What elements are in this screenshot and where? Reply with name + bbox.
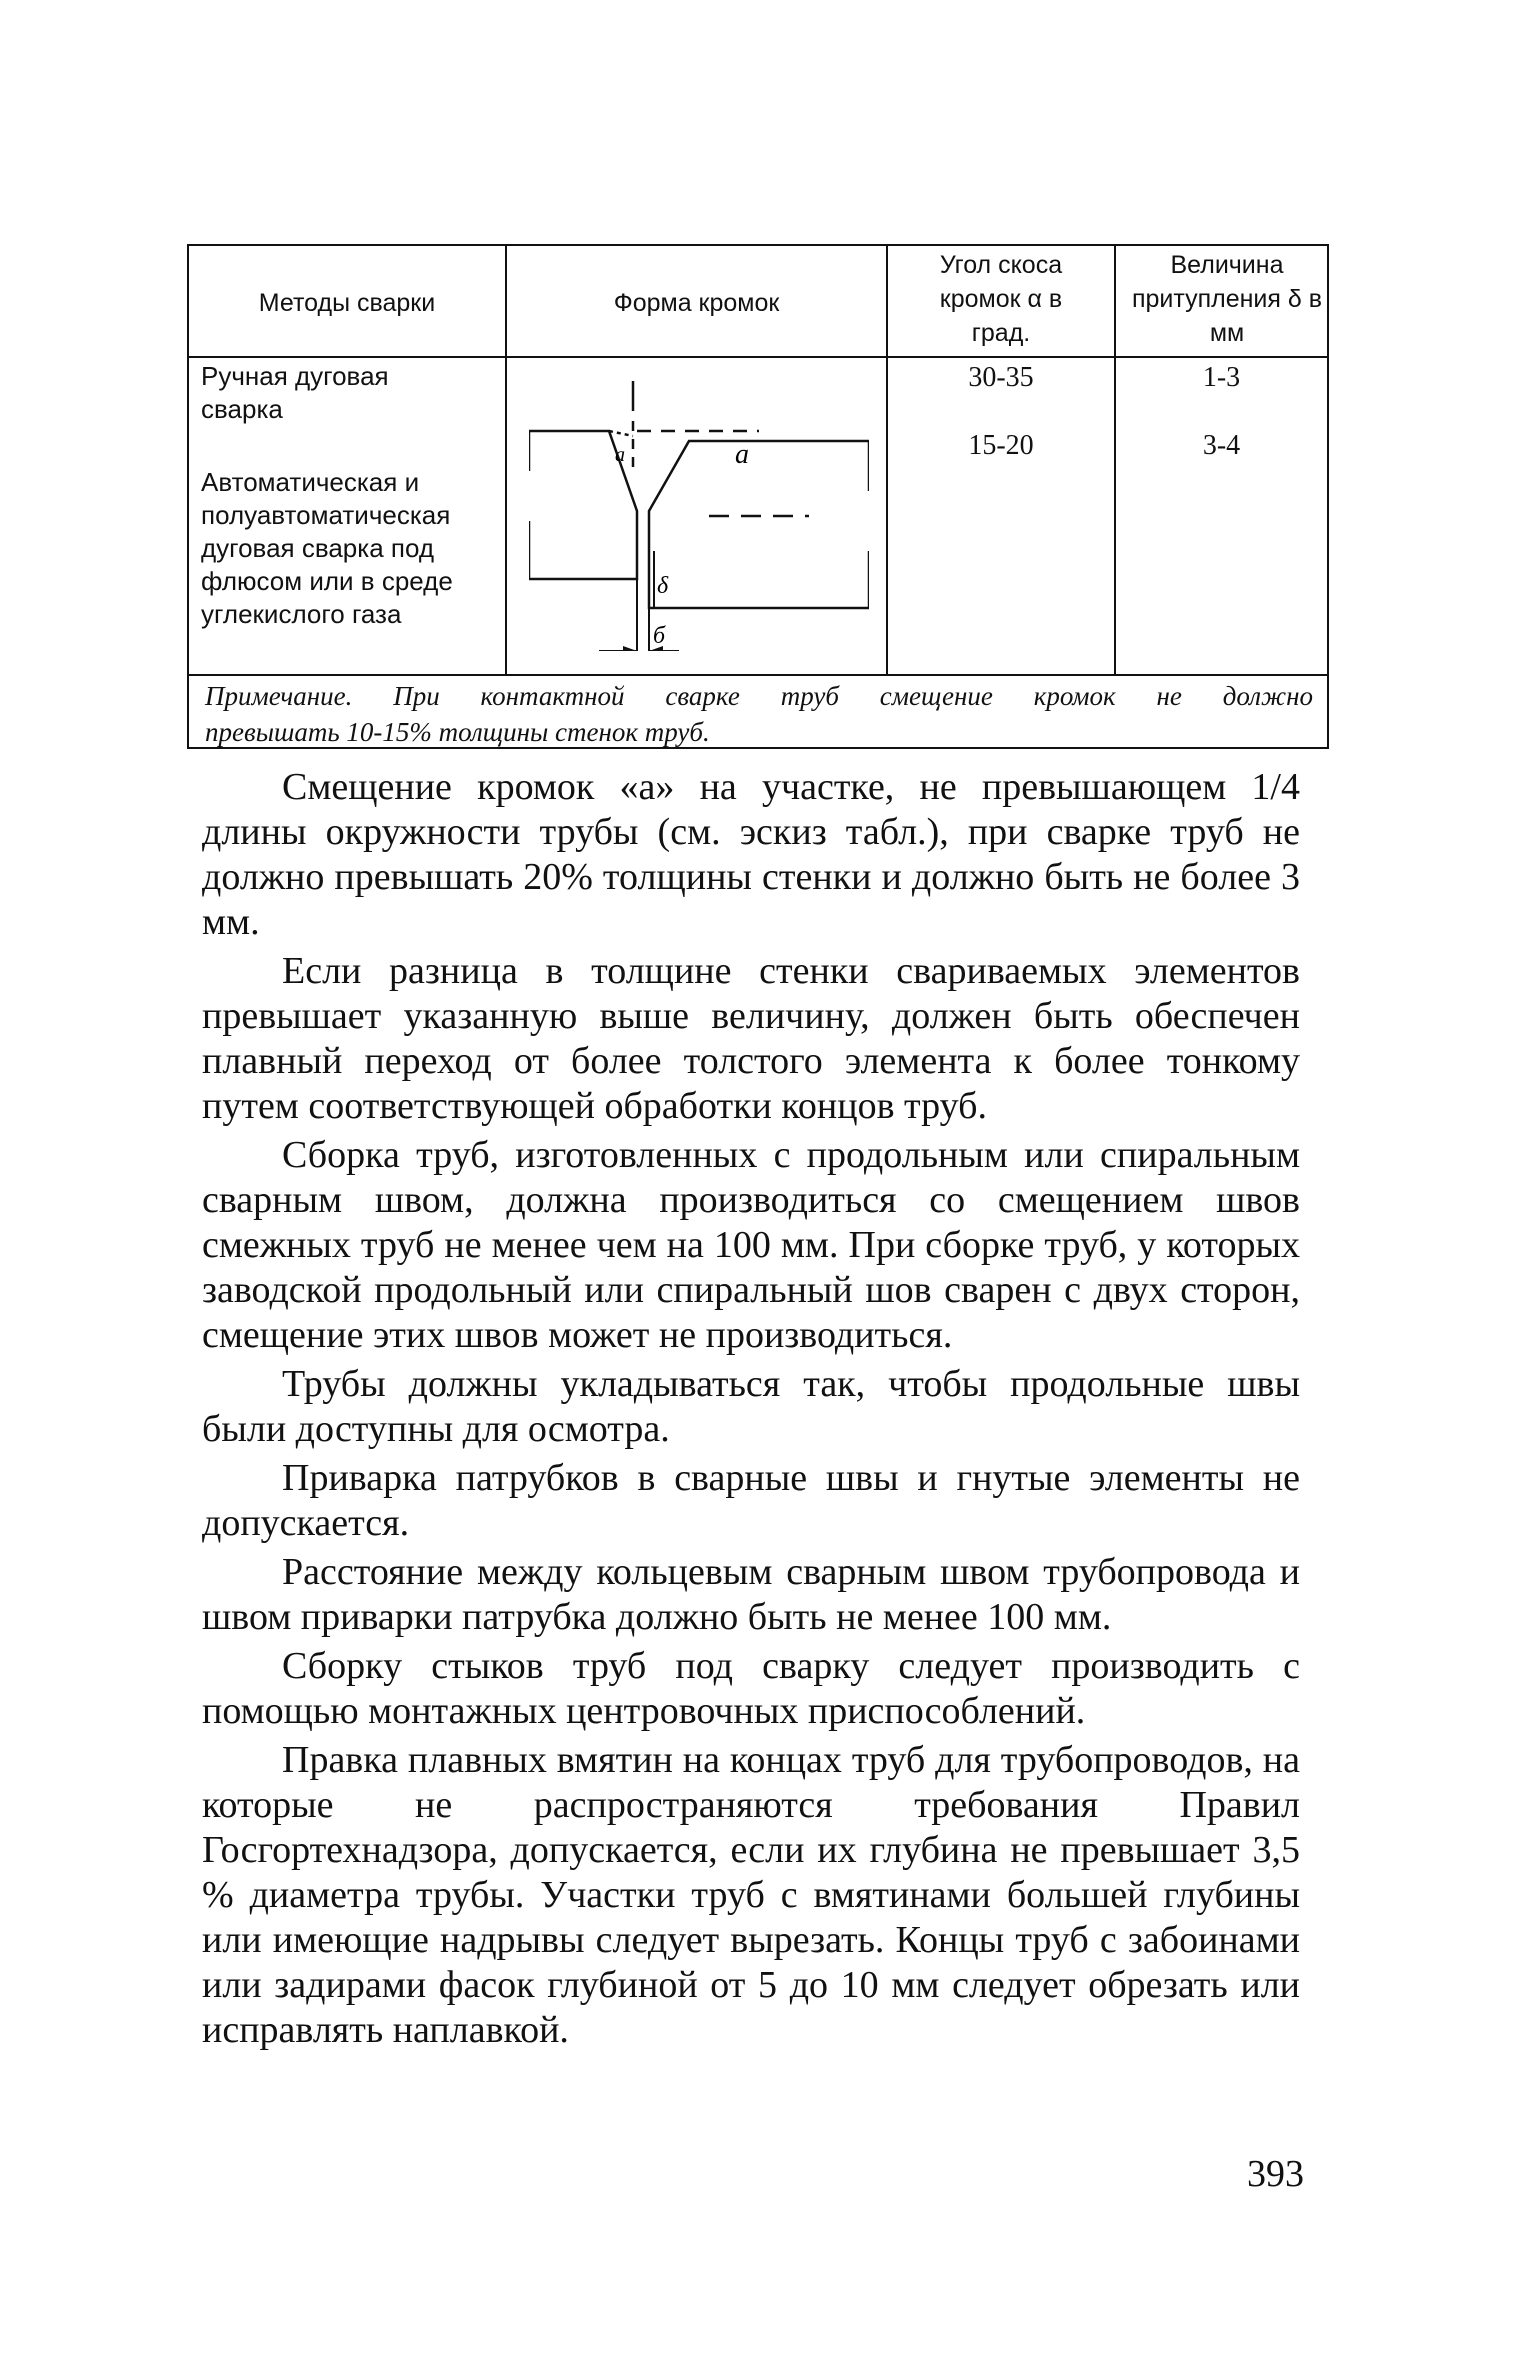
note-line-2: превышать 10-15% толщины стенок труб. [205, 717, 710, 747]
sketch-label-alpha: a [615, 444, 625, 466]
note-line-1: Примечание. При контактной сварке труб смещение кромок не должно [205, 681, 1313, 711]
sketch-label-b: б [653, 623, 666, 649]
header-blunt: Величина притупления δ в мм [1131, 251, 1323, 347]
row-blunt-manual: 1-3 [1202, 362, 1241, 393]
row-method-automatic: Автоматическая и полуавтоматическая дуговая сварка под флюсом или в среде углекислого газа [201, 467, 453, 629]
header-angle: Угол скоса кромок α в град. [939, 251, 1063, 347]
row-method-manual: Ручная дуговая сварка [201, 361, 389, 424]
header-shape: Форма кромок [613, 289, 780, 317]
header-methods: Методы сварки [258, 289, 436, 317]
paragraph: Трубы должны укладываться так, чтобы продольные швы были доступны для осмотра. [202, 1363, 1300, 1450]
table-note [205, 678, 1313, 750]
table-note-divider [189, 674, 1327, 676]
paragraph: Правка плавных вмятин на концах труб для трубопроводов, на которые не распространяются требования Правил Госгортехнадзора, допускается, если их глубина не превышает 3,5 % диаметра трубы. Участки труб с вмятинами большей глубины или имеющие надрывы следует вырезать. Концы труб с забоинами или задирами фасок глубиной от 5 до 10 мм следует обрезать или исправлять наплавкой. [202, 1739, 1300, 2051]
edge-shape-sketch [529, 381, 869, 651]
body-text [202, 765, 1300, 2057]
row-blunt-automatic: 3-4 [1202, 430, 1241, 461]
row-angle-automatic: 15-20 [968, 430, 1034, 461]
paragraph: Расстояние между кольцевым сварным швом трубопровода и швом приварки патрубка должно быть не менее 100 мм. [202, 1551, 1300, 1638]
paragraph: Если разница в толщине стенки свариваемых элементов превышает указанную выше величину, должен быть обеспечен плавный переход от более толстого элемента к более тонкому путем соответствующей обработки концов труб. [202, 950, 1300, 1127]
paragraph: Смещение кромок «а» на участке, не превышающем 1/4 длины окружности трубы (см. эскиз табл.), при сварке труб не должно превышать 20% толщины стенки и должно быть не более 3 мм. [202, 766, 1300, 943]
paragraph: Сборка труб, изготовленных с продольным или спиральным сварным швом, должна производиться со смещением швов смежных труб не менее чем на 100 мм. При сборке труб, у которых заводской продольный или спиральный шов сварен с двух сторон, смещение этих швов может не производиться. [202, 1134, 1300, 1356]
welding-methods-table [187, 244, 1329, 749]
paragraph: Сборку стыков труб под сварку следует производить с помощью монтажных центровочных приспособлений. [202, 1645, 1300, 1732]
sketch-label-a: a [735, 439, 749, 470]
table-header-divider [189, 356, 1327, 358]
paragraph: Приварка патрубков в сварные швы и гнутые элементы не допускается. [202, 1457, 1300, 1544]
sketch-label-delta: δ [657, 573, 669, 599]
right-pipe-edge [649, 441, 869, 608]
row-angle-manual: 30-35 [968, 362, 1034, 393]
page-number: 393 [1247, 2153, 1304, 2195]
